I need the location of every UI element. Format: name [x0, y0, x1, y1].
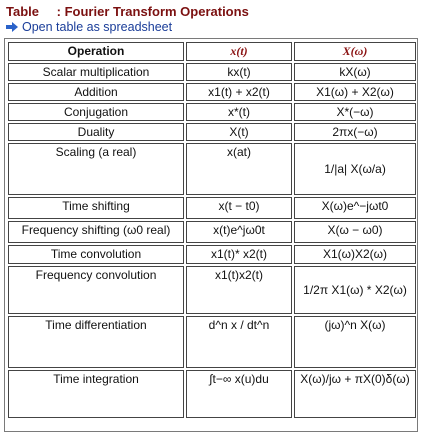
Xw-cell: X*(−ω) — [294, 103, 416, 121]
table-row — [8, 63, 416, 81]
xt-cell: d^n x / dt^n — [186, 316, 292, 368]
table-row — [8, 143, 416, 195]
Xw-cell: (jω)^n X(ω) — [294, 316, 416, 368]
operation-cell: Duality — [8, 123, 184, 141]
fourier-table — [6, 40, 418, 420]
xt-cell: ∫t−∞ x(u)du — [186, 370, 292, 418]
operation-cell: Time convolution — [8, 245, 184, 264]
right-arrow-icon — [6, 22, 18, 32]
Xw-cell: X1(ω) + X2(ω) — [294, 83, 416, 101]
table-title — [6, 4, 249, 19]
col-header-Xw: X(ω) — [294, 42, 416, 61]
xt-cell: kx(t) — [186, 63, 292, 81]
xt-cell: X(t) — [186, 123, 292, 141]
Xw-cell: kX(ω) — [294, 63, 416, 81]
Xw-cell: X(ω)/jω + πX(0)δ(ω) — [294, 370, 416, 418]
operation-cell: Scaling (a real) — [8, 143, 184, 195]
xt-cell: x1(t) + x2(t) — [186, 83, 292, 101]
table-row — [8, 370, 416, 418]
operation-cell: Time differentiation — [8, 316, 184, 368]
operation-cell: Conjugation — [8, 103, 184, 121]
table-row — [8, 316, 416, 368]
xt-cell: x1(t)* x2(t) — [186, 245, 292, 264]
operation-cell: Addition — [8, 83, 184, 101]
Xw-cell: X1(ω)X2(ω) — [294, 245, 416, 264]
operation-cell: Scalar multiplication — [8, 63, 184, 81]
xt-cell: x(t)e^jω0t — [186, 221, 292, 243]
table-row — [8, 266, 416, 314]
col-header-xt: x(t) — [186, 42, 292, 61]
operation-cell: Time shifting — [8, 197, 184, 219]
open-spreadsheet-link[interactable] — [6, 20, 172, 34]
table-row — [8, 123, 416, 141]
table-row — [8, 103, 416, 121]
Xw-cell: X(ω)e^−jωt0 — [294, 197, 416, 219]
table-title-text: Fourier Transform Operations — [64, 4, 249, 19]
table-row — [8, 221, 416, 243]
Xw-cell: 2πx(−ω) — [294, 123, 416, 141]
xt-cell: x(at) — [186, 143, 292, 195]
table-row — [8, 83, 416, 101]
operation-cell: Frequency shifting (ω0 real) — [8, 221, 184, 243]
xt-cell: x*(t) — [186, 103, 292, 121]
Xw-cell: 1/|a| X(ω/a) — [294, 143, 416, 195]
col-header-operation: Operation — [8, 42, 184, 61]
xt-cell: x1(t)x2(t) — [186, 266, 292, 314]
operation-cell: Frequency convolution — [8, 266, 184, 314]
table-label: Table — [6, 4, 39, 19]
table-row — [8, 245, 416, 264]
header-row — [8, 42, 416, 61]
Xw-cell: 1/2π X1(ω) * X2(ω) — [294, 266, 416, 314]
operation-cell: Time integration — [8, 370, 184, 418]
open-spreadsheet-label[interactable]: Open table as spreadsheet — [22, 20, 173, 34]
table-row — [8, 197, 416, 219]
Xw-cell: X(ω − ω0) — [294, 221, 416, 243]
title-separator: : — [56, 4, 61, 19]
xt-cell: x(t − t0) — [186, 197, 292, 219]
